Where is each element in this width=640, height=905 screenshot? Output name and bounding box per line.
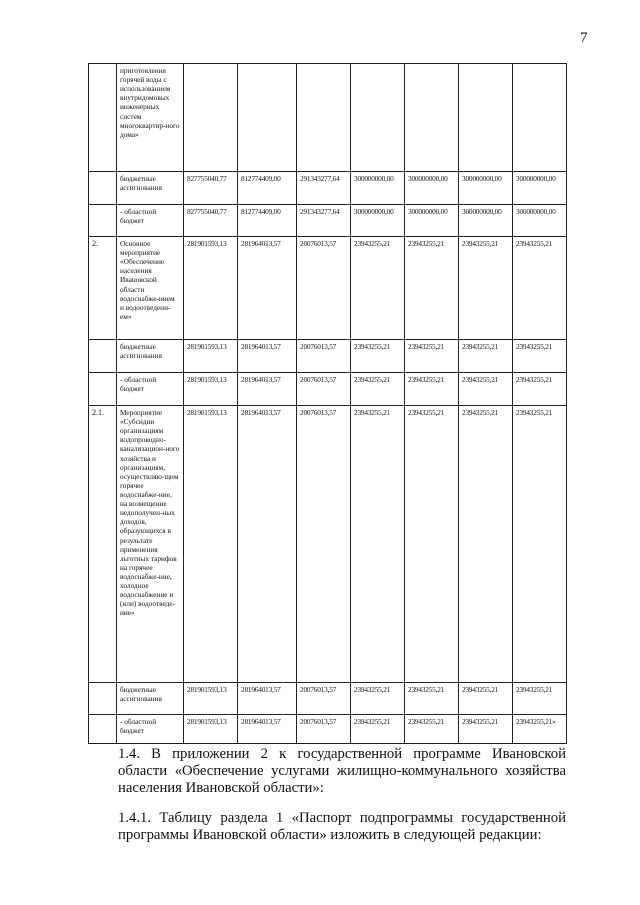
table-row: [89, 715, 567, 744]
amount-cell: [459, 64, 513, 172]
amount-cell: 23943255,21: [405, 340, 459, 373]
page-number: 7: [580, 30, 588, 46]
row-name-cell: приготовления горячей воды с использованием внутридомовых инженерных систем многоквартир-ного дома»: [117, 64, 184, 172]
amount-cell: 20076013,57: [297, 340, 351, 373]
amount-cell: 23943255,21: [513, 683, 567, 715]
amount-cell: [351, 64, 405, 172]
paragraph-line: программы Ивановской области» изложить в следующей редакции:: [118, 826, 542, 843]
amount-cell: 812774409,00: [238, 205, 297, 237]
amount-cell: 281964013,57: [238, 683, 297, 715]
amount-cell: 300000000,00: [351, 172, 405, 205]
amount-cell: 23943255,21: [459, 406, 513, 683]
amount-cell: 291343277,64: [297, 205, 351, 237]
amount-cell: 23943255,21: [459, 373, 513, 406]
amount-cell: 20076013,57: [297, 237, 351, 340]
amount-cell: 300000000,00: [405, 172, 459, 205]
row-name-cell: бюджетные ассигнования: [117, 340, 184, 373]
amount-cell: 23943255,21: [459, 715, 513, 744]
amount-cell: 23943255,21»: [513, 715, 567, 744]
row-name-cell: - областной бюджет: [117, 205, 184, 237]
amount-cell: 300000000,00: [513, 172, 567, 205]
amount-cell: 23943255,21: [405, 373, 459, 406]
amount-cell: 23943255,21: [351, 373, 405, 406]
amount-cell: 23943255,21: [351, 715, 405, 744]
amount-cell: 281901593,13: [184, 373, 238, 406]
table-row: [89, 406, 567, 683]
amount-cell: 23943255,21: [513, 340, 567, 373]
amount-cell: 23943255,21: [351, 683, 405, 715]
amount-cell: 281964013,57: [238, 715, 297, 744]
row-name-cell: Мероприятие «Субсидии организациям водопроводно-канализацион-ного хозяйства и организациям, осуществляю-щим горячее водоснабже-ние, на возмещение недополучен-ных доходов, образующихся в результате применения льготных тарифов на горячее водоснабже-ние, холодное водоснабжение и (или) водоотведе-ние»: [117, 406, 184, 683]
amount-cell: 23943255,21: [405, 683, 459, 715]
row-index-cell: 2.1.: [89, 406, 117, 683]
amount-cell: [405, 64, 459, 172]
row-name-cell: - областной бюджет: [117, 715, 184, 744]
amount-cell: 300000000,00: [459, 205, 513, 237]
amount-cell: 23943255,21: [459, 237, 513, 340]
table-row: [89, 64, 567, 172]
row-index-cell: 2.: [89, 237, 117, 340]
amount-cell: 281901593,13: [184, 683, 238, 715]
paragraph-line: 1.4.1. Таблицу раздела 1 «Паспорт подпрограммы государственной: [118, 810, 566, 826]
amount-cell: 291343277,64: [297, 172, 351, 205]
row-index-cell: [89, 715, 117, 744]
amount-cell: 281964013,57: [238, 406, 297, 683]
amount-cell: 300000000,00: [513, 205, 567, 237]
table-row: [89, 683, 567, 715]
paragraph-1-4-1: [88, 810, 566, 844]
amount-cell: 23943255,21: [513, 406, 567, 683]
row-index-cell: [89, 172, 117, 205]
amount-cell: 20076013,57: [297, 373, 351, 406]
amount-cell: 300000000,00: [459, 172, 513, 205]
row-name-cell: Основное мероприятие «Обеспечение населения Ивановской области водоснабже-нием и водоотведени-ем»: [117, 237, 184, 340]
amount-cell: 23943255,21: [405, 715, 459, 744]
amount-cell: [513, 64, 567, 172]
row-name-cell: - областной бюджет: [117, 373, 184, 406]
table-row: [89, 172, 567, 205]
paragraph-line: области «Обеспечение услугами жилищно-коммунального хозяйства: [118, 762, 566, 779]
row-index-cell: [89, 373, 117, 406]
amount-cell: 23943255,21: [405, 406, 459, 683]
row-name-cell: бюджетные ассигнования: [117, 172, 184, 205]
amount-cell: 20076013,57: [297, 406, 351, 683]
amount-cell: 300000000,00: [351, 205, 405, 237]
amount-cell: 281964013,57: [238, 340, 297, 373]
amount-cell: 281901593,13: [184, 237, 238, 340]
table-row: [89, 373, 567, 406]
row-name-cell: бюджетные ассигнования: [117, 683, 184, 715]
amount-cell: 23943255,21: [459, 683, 513, 715]
row-index-cell: [89, 340, 117, 373]
amount-cell: 20076013,57: [297, 715, 351, 744]
amount-cell: 827755040,77: [184, 205, 238, 237]
table-row: [89, 237, 567, 340]
row-index-cell: [89, 683, 117, 715]
row-index-cell: [89, 205, 117, 237]
amount-cell: [297, 64, 351, 172]
amount-cell: 300000000,00: [405, 205, 459, 237]
amount-cell: 281964013,57: [238, 373, 297, 406]
amount-cell: 812774409,00: [238, 172, 297, 205]
amount-cell: 827755040,77: [184, 172, 238, 205]
table-row: [89, 340, 567, 373]
paragraph-line: населения Ивановской области»:: [118, 779, 324, 796]
paragraph-1-4: [88, 746, 566, 797]
amount-cell: 281901593,13: [184, 406, 238, 683]
row-index-cell: [89, 64, 117, 172]
amount-cell: 23943255,21: [351, 340, 405, 373]
budget-table: [88, 63, 567, 744]
table-row: [89, 205, 567, 237]
amount-cell: 23943255,21: [459, 340, 513, 373]
amount-cell: 281901593,13: [184, 340, 238, 373]
amount-cell: 281901593,13: [184, 715, 238, 744]
amount-cell: 23943255,21: [351, 406, 405, 683]
amount-cell: [238, 64, 297, 172]
paragraph-line: 1.4. В приложении 2 к государственной программе Ивановской: [118, 746, 566, 762]
amount-cell: 23943255,21: [513, 237, 567, 340]
amount-cell: 20076013,57: [297, 683, 351, 715]
amount-cell: 23943255,21: [405, 237, 459, 340]
amount-cell: [184, 64, 238, 172]
amount-cell: 23943255,21: [351, 237, 405, 340]
amount-cell: 281964013,57: [238, 237, 297, 340]
amount-cell: 23943255,21: [513, 373, 567, 406]
